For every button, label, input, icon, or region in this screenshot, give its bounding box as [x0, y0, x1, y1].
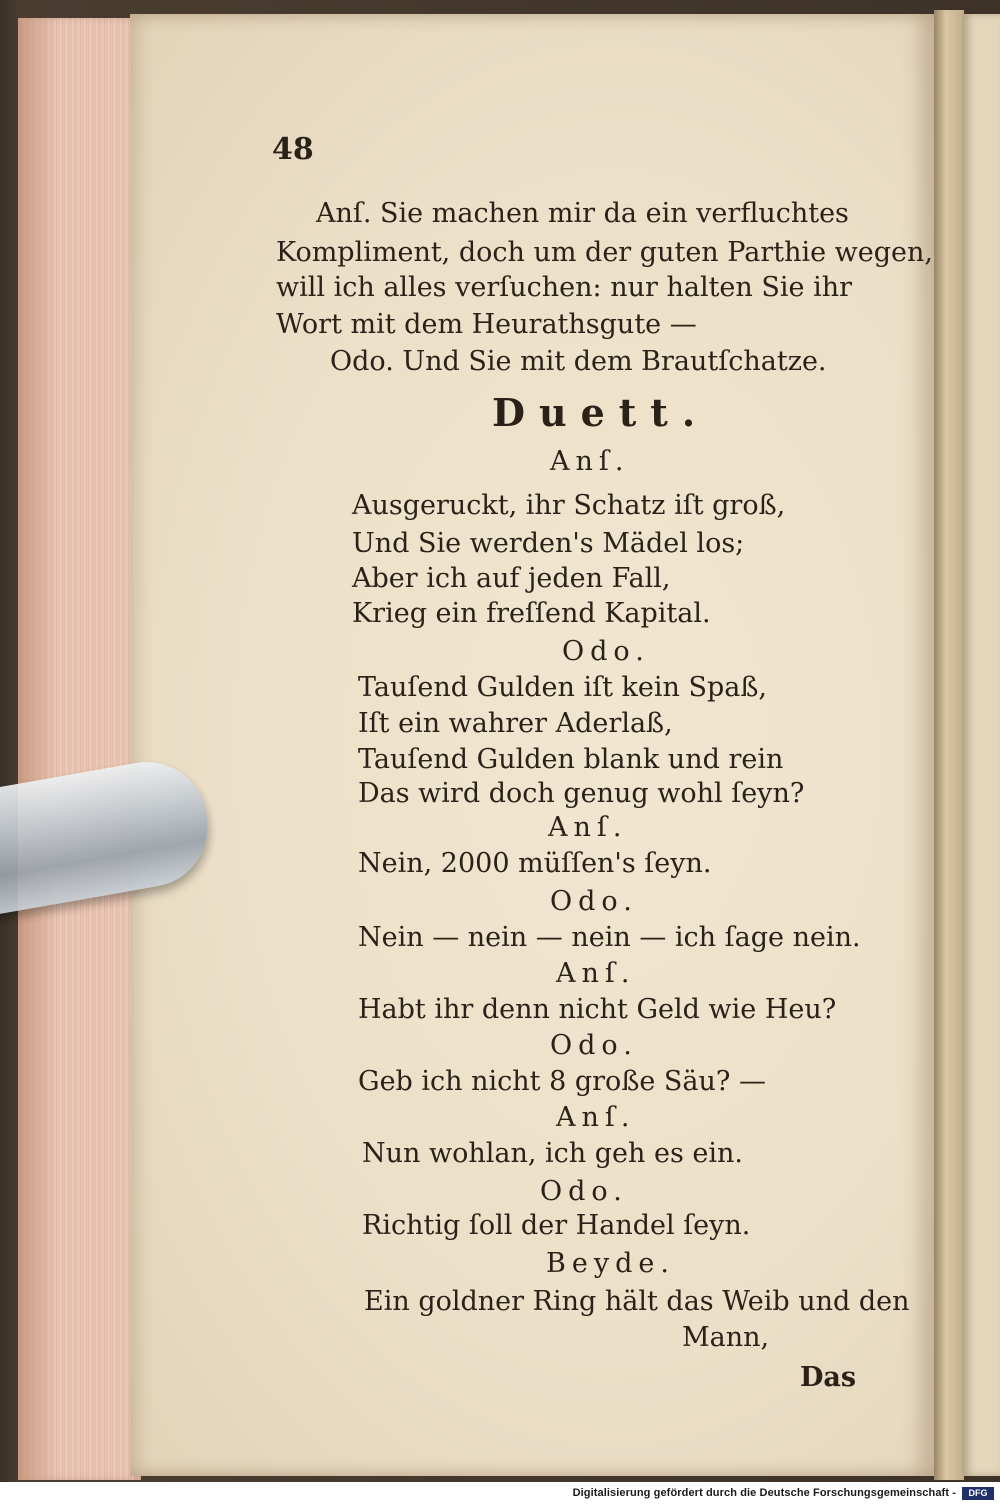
page-edge-shadow [18, 18, 58, 1480]
verse-line: Krieg ein freſſend Kapital. [352, 598, 711, 629]
speaker-label: Odo. [550, 1030, 638, 1061]
book-binding [934, 10, 964, 1480]
speaker-label: Odo. [562, 636, 650, 667]
prose-line: will ich alles verſuchen: nur halten Sie ihr [276, 272, 853, 303]
verse-line: Aber ich auf jeden Fall, [352, 563, 671, 594]
speaker-label: Odo. [540, 1176, 628, 1207]
speaker-label: Anſ. [556, 958, 636, 989]
verse-line: Habt ihr denn nicht Geld wie Heu? [358, 994, 837, 1025]
section-heading: Duett. [492, 390, 710, 435]
speaker-label: Beyde. [546, 1248, 675, 1279]
verse-line: Tauſend Gulden blank und rein [358, 744, 784, 775]
page-number: 48 [272, 132, 314, 167]
prose-line: Odo. Und Sie mit dem Brautſchatze. [330, 346, 827, 377]
verse-line: Iſt ein wahrer Aderlaß, [358, 708, 673, 739]
verse-line: Geb ich nicht 8 große Säu? — [358, 1066, 766, 1097]
prose-line: Anſ. Sie machen mir da ein verfluchtes [316, 198, 849, 229]
verse-line: Ein goldner Ring hält das Weib und den [364, 1286, 910, 1317]
verse-line: Nun wohlan, ich geh es ein. [362, 1138, 743, 1169]
facing-page-edge [962, 14, 1000, 1476]
catchword: Das [800, 1362, 857, 1393]
verse-line: Und Sie werden's Mädel los; [352, 528, 745, 559]
speaker-label: Anſ. [548, 812, 628, 843]
verse-line: Nein, 2000 müſſen's ſeyn. [358, 848, 712, 879]
prose-line: Kompliment, doch um der guten Parthie wegen, [276, 237, 933, 268]
speaker-label: Odo. [550, 886, 638, 917]
verse-line: Nein — nein — nein — ich ſage nein. [358, 922, 861, 953]
funding-credit: Digitalisierung gefördert durch die Deutsche Forschungsgemeinschaft - [572, 1487, 956, 1499]
prose-line: Wort mit dem Heurathsgute — [276, 309, 697, 340]
speaker-label: Anſ. [550, 446, 630, 477]
verse-line: Ausgeruckt, ihr Schatz iſt groß, [352, 490, 786, 521]
speaker-label: Anſ. [556, 1102, 636, 1133]
dfg-logo: DFG [962, 1487, 994, 1500]
verse-line: Mann, [682, 1322, 770, 1353]
verse-line: Tauſend Gulden iſt kein Spaß, [358, 672, 767, 703]
verse-line: Richtig ſoll der Handel ſeyn. [362, 1210, 751, 1241]
verse-line: Das wird doch genug wohl ſeyn? [358, 778, 805, 809]
